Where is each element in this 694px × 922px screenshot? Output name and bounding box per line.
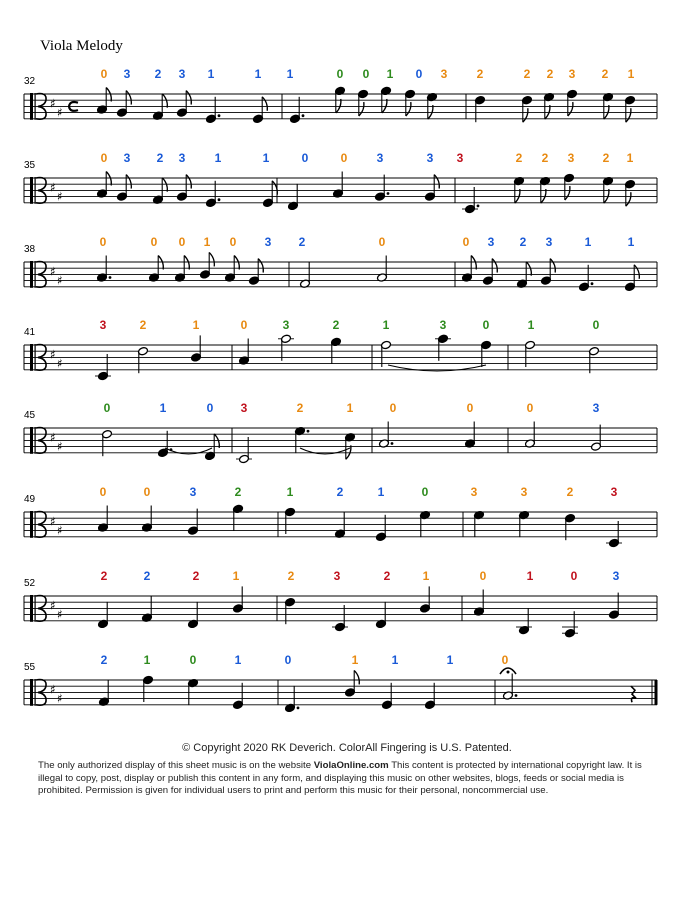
note <box>233 586 244 613</box>
fingering-number: 2 <box>602 151 610 165</box>
note <box>158 431 173 458</box>
note <box>377 256 388 283</box>
note <box>565 514 576 541</box>
note <box>239 339 250 366</box>
fingering-number: 3 <box>240 401 248 415</box>
fingering-number: 3 <box>189 485 197 499</box>
fingering-number: 0 <box>415 67 423 81</box>
sharp-icon: ♯ <box>50 347 56 362</box>
note <box>153 178 168 205</box>
note <box>541 259 556 286</box>
sharp-icon: ♯ <box>57 691 63 706</box>
note <box>142 506 153 533</box>
note <box>249 259 264 286</box>
fingering-number: 3 <box>545 235 553 249</box>
note <box>153 94 168 121</box>
staff-system <box>24 569 657 638</box>
piece-title: Viola Melody <box>40 38 123 54</box>
note <box>606 521 622 548</box>
fingering-number: 2 <box>336 485 344 499</box>
note <box>425 175 440 202</box>
note <box>474 590 485 617</box>
note <box>332 605 348 632</box>
note <box>481 340 492 367</box>
final-thick-barline <box>655 680 658 705</box>
note <box>177 175 192 202</box>
sharp-icon: ♯ <box>57 607 63 622</box>
note <box>625 265 640 292</box>
note <box>335 86 346 113</box>
fingering-number: 1 <box>626 151 634 165</box>
note <box>285 507 296 534</box>
sharp-icon: ♯ <box>50 682 56 697</box>
fermata-icon <box>500 668 516 674</box>
fingering-number: 0 <box>466 401 474 415</box>
fingering-number: 2 <box>476 67 484 81</box>
staff-system <box>24 485 657 548</box>
fingering-number: 2 <box>192 569 200 583</box>
notice-text-start: The only authorized display of this sheet music is on the website <box>38 760 314 771</box>
note <box>175 256 190 283</box>
fingering-number: 0 <box>340 151 348 165</box>
note <box>290 97 305 124</box>
measure-number: 52 <box>24 578 36 589</box>
fingering-number: 0 <box>99 235 107 249</box>
fingering-number: 0 <box>592 318 600 332</box>
fingering-number: 0 <box>526 401 534 415</box>
fingering-number: 1 <box>143 653 151 667</box>
fingering-number: 0 <box>378 235 386 249</box>
fingering-number: 2 <box>601 67 609 81</box>
note <box>516 608 532 635</box>
fingering-number: 1 <box>386 67 394 81</box>
note <box>205 434 220 461</box>
fingering-number: 1 <box>446 653 454 667</box>
sharp-icon: ♯ <box>50 430 56 445</box>
fingering-number: 1 <box>526 569 534 583</box>
fingering-number: 3 <box>470 485 478 499</box>
fingering-number: 3 <box>440 67 448 81</box>
fingering-number: 2 <box>523 67 531 81</box>
note <box>191 335 202 362</box>
staff-system <box>24 653 658 713</box>
note <box>525 340 536 367</box>
fingering-number: 3 <box>612 569 620 583</box>
fingering-number: 2 <box>546 67 554 81</box>
note <box>462 187 479 214</box>
note <box>465 422 476 449</box>
fingering-number: 1 <box>254 67 262 81</box>
note <box>519 510 530 537</box>
fingering-number: 2 <box>154 67 162 81</box>
fingering-number: 2 <box>100 653 108 667</box>
note <box>345 670 360 697</box>
sharp-icon: ♯ <box>50 96 56 111</box>
staff-system <box>24 67 657 123</box>
note <box>381 340 392 367</box>
note <box>405 89 416 116</box>
fingering-number: 1 <box>346 401 354 415</box>
note <box>517 262 532 289</box>
sharp-icon: ♯ <box>57 189 63 204</box>
fingering-number: 2 <box>298 235 306 249</box>
note <box>97 88 112 115</box>
fingering-number: 3 <box>376 151 384 165</box>
copyright-line: © Copyright 2020 RK Deverich. ColorAll Fingering is U.S. Patented. <box>182 742 512 754</box>
note <box>540 176 551 203</box>
note <box>333 172 344 199</box>
sharp-icon: ♯ <box>50 514 56 529</box>
fingering-number: 0 <box>143 485 151 499</box>
fingering-number: 2 <box>234 485 242 499</box>
fingering-number: 0 <box>99 485 107 499</box>
fingering-number: 0 <box>206 401 214 415</box>
note <box>331 337 342 364</box>
note <box>278 334 294 361</box>
fingering-number: 0 <box>501 653 509 667</box>
note <box>253 97 268 124</box>
note <box>225 256 240 283</box>
note <box>102 430 113 457</box>
fingering-number: 1 <box>234 653 242 667</box>
note <box>188 602 199 629</box>
measure-number: 55 <box>24 662 36 673</box>
note <box>188 509 199 536</box>
note <box>98 506 109 533</box>
fingering-number: 1 <box>159 401 167 415</box>
note <box>149 256 164 283</box>
note <box>603 176 614 203</box>
note <box>474 510 485 537</box>
note <box>579 265 594 292</box>
fingering-number: 3 <box>178 67 186 81</box>
note <box>625 96 636 123</box>
fingering-number: 1 <box>382 318 390 332</box>
note <box>99 680 110 707</box>
note <box>97 172 112 199</box>
fingering-number: 0 <box>100 67 108 81</box>
note <box>567 89 578 116</box>
fingering-number: 1 <box>203 235 211 249</box>
note <box>233 504 244 531</box>
fingering-number: 3 <box>426 151 434 165</box>
note <box>376 602 387 629</box>
note <box>427 92 438 119</box>
fingering-number: 3 <box>568 67 576 81</box>
fingering-number: 2 <box>296 401 304 415</box>
fingering-number: 1 <box>214 151 222 165</box>
fingering-number: 0 <box>389 401 397 415</box>
note <box>263 181 278 208</box>
fingering-number: 2 <box>143 569 151 583</box>
fingering-number: 0 <box>570 569 578 583</box>
fingering-number: 3 <box>123 67 131 81</box>
fingering-number: 3 <box>99 318 107 332</box>
fingering-number: 2 <box>515 151 523 165</box>
note <box>589 347 600 374</box>
note <box>562 611 578 638</box>
fingering-number: 2 <box>332 318 340 332</box>
note <box>603 92 614 119</box>
note <box>420 510 431 537</box>
fingering-number: 0 <box>301 151 309 165</box>
fingering-number: 0 <box>284 653 292 667</box>
note <box>625 180 636 207</box>
note <box>98 602 109 629</box>
sharp-icon: ♯ <box>57 523 63 538</box>
sharp-icon: ♯ <box>57 356 63 371</box>
fingering-number: 3 <box>567 151 575 165</box>
note <box>142 596 153 623</box>
fingering-number: 2 <box>519 235 527 249</box>
fingering-number: 2 <box>139 318 147 332</box>
fingering-number: 0 <box>482 318 490 332</box>
note <box>300 262 311 289</box>
note <box>420 586 431 613</box>
website-name: ViolaOnline.com <box>313 760 389 771</box>
fingering-number: 1 <box>232 569 240 583</box>
note <box>117 175 132 202</box>
fingering-number: 0 <box>421 485 429 499</box>
fingering-number: 3 <box>178 151 186 165</box>
fingering-number: 3 <box>123 151 131 165</box>
fingering-number: 3 <box>520 485 528 499</box>
note <box>544 92 555 119</box>
note <box>564 173 575 200</box>
note <box>177 91 192 118</box>
fingering-number: 1 <box>262 151 270 165</box>
note <box>288 184 299 211</box>
fingering-number: 3 <box>456 151 464 165</box>
fingering-number: 1 <box>627 67 635 81</box>
measure-number: 49 <box>24 494 36 505</box>
fingering-number: 1 <box>377 485 385 499</box>
copyright-notice <box>38 760 658 798</box>
staff-system <box>24 401 657 464</box>
fingering-number: 0 <box>229 235 237 249</box>
fingering-number: 1 <box>422 569 430 583</box>
note <box>95 354 111 381</box>
sharp-icon: ♯ <box>50 180 56 195</box>
note <box>97 256 112 283</box>
note <box>206 97 221 124</box>
fingering-number: 1 <box>207 67 215 81</box>
note <box>503 674 518 701</box>
note <box>483 259 498 286</box>
measure-number: 32 <box>24 76 36 87</box>
note <box>375 175 390 202</box>
fingering-number: 2 <box>566 485 574 499</box>
note <box>285 686 300 713</box>
staff-system <box>24 235 657 291</box>
measure-number: 38 <box>24 244 36 255</box>
measure-number: 45 <box>24 410 36 421</box>
fingering-number: 0 <box>150 235 158 249</box>
note <box>138 347 149 374</box>
sharp-icon: ♯ <box>57 273 63 288</box>
note <box>382 683 393 710</box>
fingering-number: 1 <box>527 318 535 332</box>
notice-text-end: This content is protected by international copyright law. It is illegal to copy, post, display or publish this content in any form, and displaying this music on other websites, blogs, feeds or social media is prohibited. Permission is given for individual users to print and perform this music for their personal, noncommercial use. <box>38 760 642 797</box>
fingering-number: 1 <box>351 653 359 667</box>
note <box>591 425 602 452</box>
fingering-number: 3 <box>439 318 447 332</box>
fingering-number: 1 <box>286 67 294 81</box>
fingering-number: 1 <box>627 235 635 249</box>
note <box>379 422 394 449</box>
staff-system <box>24 318 657 381</box>
note <box>425 683 436 710</box>
fingering-number: 3 <box>333 569 341 583</box>
note <box>514 176 525 203</box>
fingering-number: 0 <box>100 151 108 165</box>
measure-number: 35 <box>24 160 36 171</box>
note <box>462 256 477 283</box>
note <box>188 678 199 705</box>
fingering-number: 2 <box>100 569 108 583</box>
note <box>285 598 296 625</box>
fingering-number: 1 <box>391 653 399 667</box>
note <box>206 181 221 208</box>
fingering-number: 0 <box>336 67 344 81</box>
sharp-icon: ♯ <box>50 598 56 613</box>
fingering-number: 2 <box>156 151 164 165</box>
fingering-number: 3 <box>487 235 495 249</box>
note <box>381 86 392 113</box>
note <box>435 334 451 361</box>
staff-system <box>24 151 657 214</box>
fingering-number: 2 <box>541 151 549 165</box>
fingering-number: 0 <box>189 653 197 667</box>
fingering-number: 0 <box>240 318 248 332</box>
fingering-number: 3 <box>264 235 272 249</box>
fingering-number: 1 <box>286 485 294 499</box>
fingering-number: 2 <box>383 569 391 583</box>
note <box>475 96 486 123</box>
sharp-icon: ♯ <box>50 264 56 279</box>
note <box>233 683 244 710</box>
quarter-rest-icon <box>631 686 636 702</box>
note <box>143 675 154 702</box>
note <box>522 96 533 123</box>
note <box>236 437 252 464</box>
fingering-number: 3 <box>592 401 600 415</box>
fingering-number: 3 <box>610 485 618 499</box>
note <box>525 422 536 449</box>
fingering-number: 0 <box>103 401 111 415</box>
note <box>200 252 215 279</box>
note <box>335 512 346 539</box>
fingering-number: 0 <box>362 67 370 81</box>
fingering-number: 3 <box>282 318 290 332</box>
fingering-number: 0 <box>479 569 487 583</box>
note <box>376 515 387 542</box>
fingering-number: 1 <box>584 235 592 249</box>
sharp-icon: ♯ <box>57 439 63 454</box>
fingering-number: 0 <box>178 235 186 249</box>
measure-number: 41 <box>24 327 36 338</box>
note <box>345 433 356 460</box>
sharp-icon: ♯ <box>57 105 63 120</box>
note <box>117 91 132 118</box>
fingering-number: 0 <box>462 235 470 249</box>
fingering-number: 1 <box>192 318 200 332</box>
note <box>358 89 369 116</box>
note <box>609 593 620 620</box>
fingering-number: 2 <box>287 569 295 583</box>
